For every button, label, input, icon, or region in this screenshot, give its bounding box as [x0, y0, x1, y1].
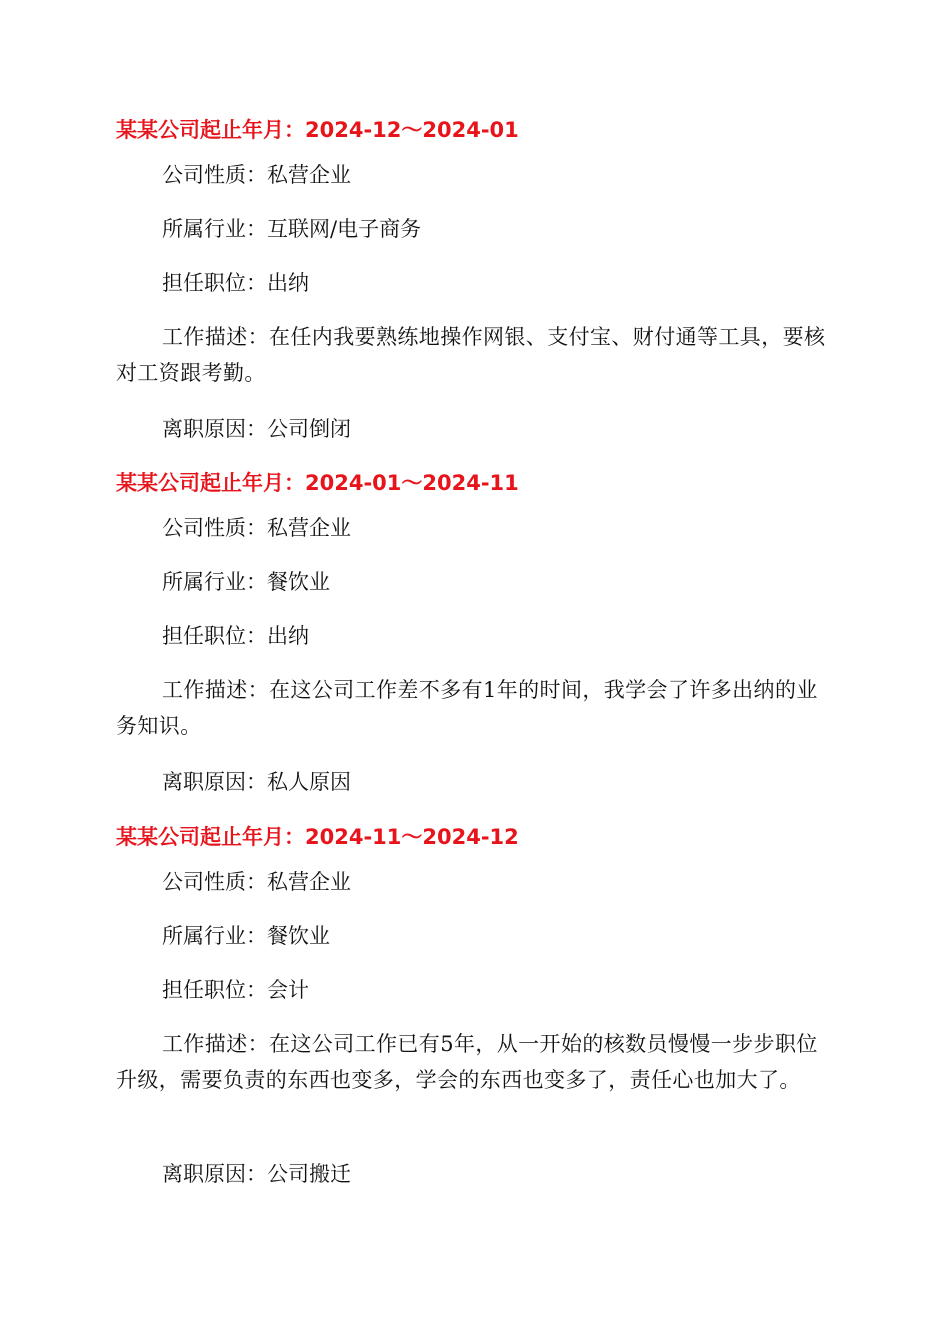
job-description: 工作描述：在这公司工作差不多有1年的时间，我学会了许多出纳的业务知识。 [116, 678, 818, 738]
position: 担任职位：会计 [162, 978, 309, 1002]
job-heading: 某某公司起止年月：2024-11～2024-12 [116, 825, 519, 849]
industry: 所属行业：餐饮业 [162, 924, 330, 948]
job-heading: 某某公司起止年月：2024-01～2024-11 [116, 471, 519, 495]
job-heading: 某某公司起止年月：2024-12～2024-01 [116, 118, 519, 142]
industry: 所属行业：餐饮业 [162, 570, 330, 594]
position: 担任职位：出纳 [162, 624, 309, 648]
leaving-reason: 离职原因：公司搬迁 [162, 1162, 351, 1186]
leaving-reason: 离职原因：公司倒闭 [162, 417, 351, 441]
company-nature: 公司性质：私营企业 [162, 516, 351, 540]
company-nature: 公司性质：私营企业 [162, 870, 351, 894]
position: 担任职位：出纳 [162, 271, 309, 295]
industry: 所属行业：互联网/电子商务 [162, 217, 422, 241]
job-description: 工作描述：在这公司工作已有5年，从一开始的核数员慢慢一步步职位升级，需要负责的东西也变多，学会的东西也变多了，责任心也加大了。 [116, 1032, 818, 1092]
job-description: 工作描述：在任内我要熟练地操作网银、支付宝、财付通等工具，要核对工资跟考勤。 [116, 325, 826, 385]
company-nature: 公司性质：私营企业 [162, 163, 351, 187]
leaving-reason: 离职原因：私人原因 [162, 770, 351, 794]
